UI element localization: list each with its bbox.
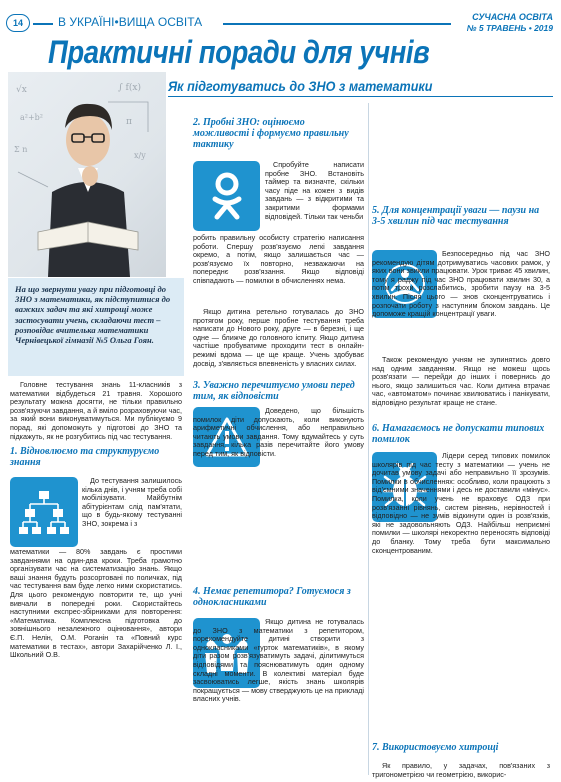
section-5-text-2: Також рекомендую учням не зупинятись довго над одним завданням. Якщо не можеш щось розв'язати — перейди до інших і повернись до нього, якщо залишиться час. Коли дитина втрачає час, «автоматом» починає хвилюватись і панікувати, відповідно результат краще не стане. xyxy=(372,355,550,407)
section-3-text-1: Доведено, що більшість помилок діти допускають, коли виконують арифметичні обчислення, або неправильно читають умови завдання. Тому вдумайтесь у суть завдання, кілька разів перечитайте його умову перед тим, як відповісти. xyxy=(193,406,364,458)
section-4-text-1: Якщо дитина не готувалась до ЗНО з математики з репетитором, порекомендуйте дитині створити з однокласниками «гурток математиків», в якому діти разом розв'язуватимуть задачі, ділитимуться відповідями та пояснюватимуть один одному складні моменти. В колективі матеріал буде засвоюватись легше, якість знань школярів покращується — мову стверджують це на прикладі власних учнів. xyxy=(193,617,364,704)
section-6-text-1: Лідери серед типових помилок школярів під час тесту з математики — учень не дочитав умову задачі або неправильно її зрозумів. Помилки в обчисленнях: особливо, коли працюють з від'ємними значеннями і десь не доставили «мінус». Помилка, коли учень не враховує ОДЗ при розв'язанні рівнянь, систем рівнянь, нерівностей і відповідно — не зумів відкинути один із розв'язків, які не задовольняють ОДЗ. Найбільш неприємні помилки — школярі некоректно переносять відповіді до бланку. Тому треба бути максимально сконцентрованим. xyxy=(372,451,550,555)
section-7-title: 7. Використовуємо хитрощі xyxy=(372,742,499,753)
section-2-text-3: Якщо дитина ретельно готувалась до ЗНО протягом року, перше пробне тестування треба написати до Нового року, друге — в березні, і ще одне — ближче до головного іспиту. Якщо дитина частіше пробуватиме проходити тест в онлайн-режимі вдома — це ще краще. Учень здобуває досвід, з'являється впевненість у власних силах. xyxy=(193,307,364,368)
subtitle-text: Як підготуватись до ЗНО з математики xyxy=(168,78,433,94)
section-1-text-1: До тестування залишилось кілька днів, і учням треба собі мобілізувати. Майбутнім абітурієнтам слід пам'ятати, що в будь-якому тестуванні ЗНО, зокрема і з xyxy=(82,476,182,528)
hierarchy-icon xyxy=(19,487,69,537)
section-1-icon-box xyxy=(10,477,78,547)
lead-box xyxy=(8,278,184,376)
intro-text: Головне тестування знань 11-класників з математики відбудеться 21 травня. Хорошого результату можна досягти, не тільки правильно розв'язуючи завдання, а й вміло розраховуючи час, за який вони виконуватимуться. Ми публікуємо 9 порад, які допоможуть у підготові до ЗНО та підкажуть, як не розгубитись під час тестування. xyxy=(10,380,182,441)
subtitle-underline xyxy=(168,96,553,97)
page-number-badge xyxy=(6,14,30,32)
section-2-title: 2. Пробні ЗНО: оцінюємо можливості і формуємо правильну тактику xyxy=(193,117,349,150)
issue-label: № 5 ТРАВЕНЬ • 2019 xyxy=(466,23,553,33)
odnoklassniki-icon xyxy=(207,171,247,221)
section-2-text-2: робить правильну особисту стратегію написання роботи. Спершу розв'язуємо легкі завдання окремо, а потім, якщо залишається час — розв'язуємо їх повторно, незважаючи на попереднє розв'язання. Якщо відповіді співпадають — помилки в обчисленнях нема. xyxy=(193,233,364,285)
section-5-title: 5. Для концентрації уваги — паузи на 3-5 хвилин під час тестування xyxy=(372,205,540,227)
section-7-text-1: Як правило, у задачах, пов'язаних з тригонометрією чи геометрією, викорис- xyxy=(372,761,550,779)
section-1-title: 1. Відновлюємо та структуруємо знання xyxy=(10,446,160,468)
section-4-title: 4. Немає репетитора? Готуємося з однокласниками xyxy=(193,586,351,608)
column-divider xyxy=(368,103,369,775)
svg-text:√x: √x xyxy=(16,85,27,95)
section-2-icon-box xyxy=(193,161,260,231)
section-6-title: 6. Намагаємось не допускати типових помилок xyxy=(372,423,545,445)
photo-illustration xyxy=(8,72,166,277)
svg-text:π: π xyxy=(126,117,132,127)
section-3-title: 3. Уважно перечитуємо умови перед тим, як відповісти xyxy=(193,380,355,402)
page-number: 14 xyxy=(12,18,23,28)
header-line-right xyxy=(223,23,451,25)
svg-text:Σ n: Σ n xyxy=(14,145,28,154)
lead-text: На що звернути увагу при підготовці до ЗНО з математики, як підступитися до важких задач та які хитрощі може застосувати учень, складаючи тест – розповідає вчителька математики Чернівецької гімназії №5 Ольга Гоян. xyxy=(15,284,171,346)
teacher-photo xyxy=(8,72,166,277)
svg-text:a²+b²: a²+b² xyxy=(20,113,44,122)
page-title: Практичні поради для учнів xyxy=(48,34,430,70)
svg-text:x/y: x/y xyxy=(134,151,146,160)
section-1-text-2: математики — 80% завдань є простими завданнями на один-два кроки. Треба грамотно організувати час на систематизацію знань. Якщо ваші знання будуть розсортовані по поличках, під час тестування вам буде легко ними скористатись. Для цього рекомендую повторити те, що учні вивчали в попередні роки. Скористайтесь наступними експрес-збірниками для повторення: «Математика. Комплексна підготовка до зовнішнього незалежного оцінювання», автори Є.П. Нелін, О.М. Роганін та «Повний курс математики в тестах», автори Захарійченко Л. І., Школьний О.В. xyxy=(10,547,182,660)
svg-text:∫ f(x): ∫ f(x) xyxy=(118,83,141,93)
subtitle-bar xyxy=(168,78,553,94)
header-line-left xyxy=(33,23,53,25)
section-label: В УКРАЇНІ•ВИЩА ОСВІТА xyxy=(58,15,203,29)
brand-label: СУЧАСНА ОСВІТА xyxy=(472,12,553,22)
section-2-text-1: Спробуйте написати пробне ЗНО. Встановіть таймер та визначте, скільки часу піде на кожен з видів завдань — з відкритими та закритими формами відповідей. Тільки так ченьби xyxy=(265,160,364,221)
section-5-text-1: Безпосередньо під час ЗНО рекомендую дітям дотримуватись часових рамок, у яких вони звикли працювати. Урок триває 45 хвилин, тому я раджу під час ЗНО працювати хвилин 30, а потім трохи розслабитись, зробити паузу на 3-5 хвилин. Після цього — знов сконцентруватись і розпочати роботу з наступним блоком завдань. Це допоможе кращій концентрації уваги. xyxy=(372,249,550,319)
